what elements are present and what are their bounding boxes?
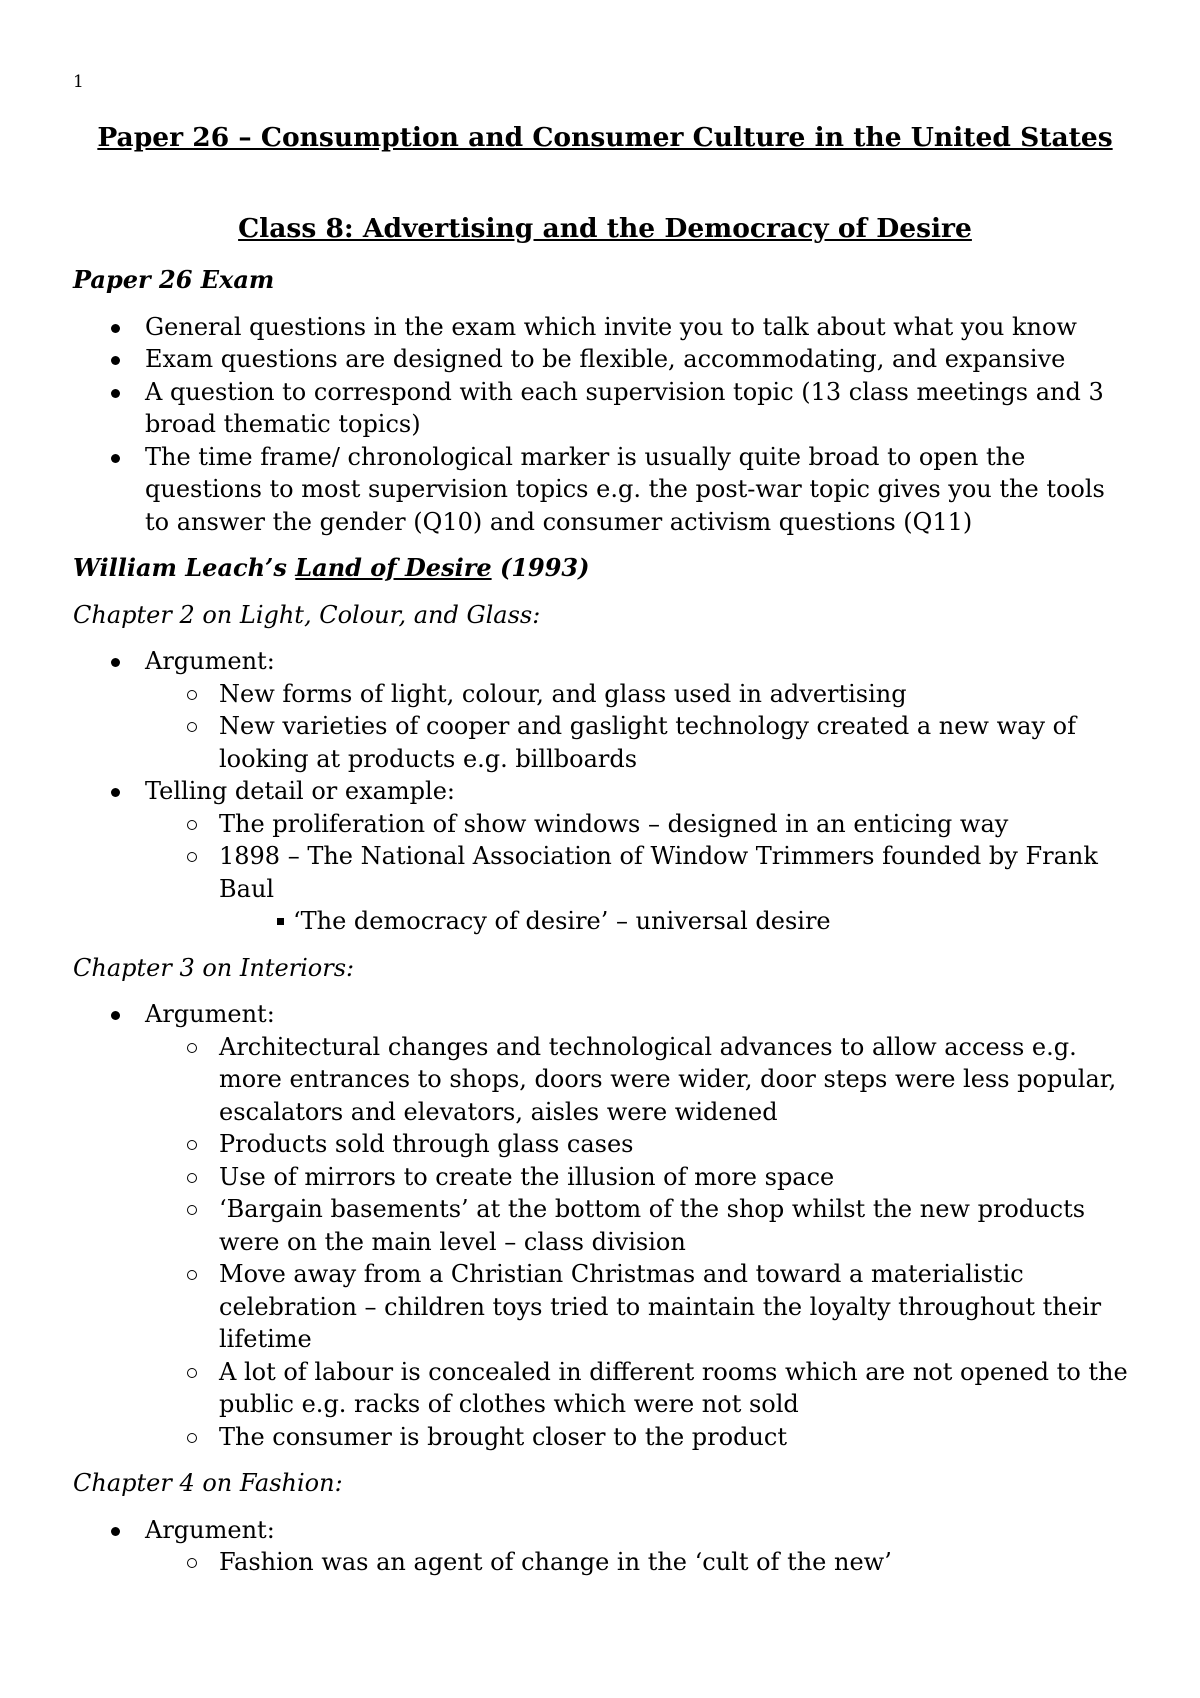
bullet-icon [111,658,120,667]
list-item: Move away from a Christian Christmas and toward a materialistic celebration – children toys tried to maintain the loyalty throughout their lifetime [73,1258,1133,1356]
list-item: New varieties of cooper and gaslight technology created a new way of looking at products e.g. billboards [73,710,1133,775]
list-item: 1898 – The National Association of Window Trimmers founded by Frank Baul [73,840,1133,905]
circle-bullet-icon [187,722,197,732]
circle-bullet-icon [187,1140,197,1150]
list-item: ‘Bargain basements’ at the bottom of the shop whilst the new products were on the main level – class division [73,1193,1133,1258]
document-title: Paper 26 – Consumption and Consumer Culture in the United States [97,122,1113,153]
bullet-icon [111,1527,120,1536]
chapter3-list [73,998,1133,1453]
circle-bullet-icon [187,852,197,862]
document-subtitle: Class 8: Advertising and the Democracy of Desire [238,213,972,244]
list-item: The consumer is brought closer to the product [73,1421,1133,1454]
circle-bullet-icon [187,1433,197,1443]
bullet-icon [111,389,120,398]
list-item: Argument: [73,998,1133,1031]
list-item: Argument: [73,645,1133,678]
list-item: Architectural changes and technological advances to allow access e.g. more entrances to shops, doors were wider, door steps were less popular, escalators and elevators, aisles were widened [73,1031,1133,1129]
circle-bullet-icon [187,1043,197,1053]
circle-bullet-icon [187,690,197,700]
list-item: ‘The democracy of desire’ – universal desire [73,905,1133,938]
circle-bullet-icon [187,820,197,830]
bullet-icon [111,1011,120,1020]
circle-bullet-icon [187,1558,197,1568]
list-item: Products sold through glass cases [73,1128,1133,1161]
list-item: Use of mirrors to create the illusion of more space [73,1161,1133,1194]
exam-heading: Paper 26 Exam [73,265,275,294]
chapter2-heading: Chapter 2 on Light, Colour, and Glass: [73,600,541,629]
list-item: A question to correspond with each supervision topic (13 class meetings and 3 broad thematic topics) [73,376,1133,441]
chapter2-list [73,645,1133,938]
list-item: The proliferation of show windows – designed in an enticing way [73,808,1133,841]
chapter4-heading: Chapter 4 on Fashion: [73,1469,343,1497]
book-title: Land of Desire [295,553,492,582]
document-body [73,264,1133,1579]
list-item: The time frame/ chronological marker is usually quite broad to open the questions to most supervision topics e.g. the post-war topic gives you the tools to answer the gender (Q10) and consumer activism questions (Q11) [73,441,1133,539]
circle-bullet-icon [187,1173,197,1183]
list-item: New forms of light, colour, and glass used in advertising [73,678,1133,711]
square-bullet-icon [277,918,284,925]
list-item: Fashion was an agent of change in the ‘cult of the new’ [73,1546,1133,1579]
bullet-icon [111,788,120,797]
exam-bullet-list [73,311,1133,539]
bullet-icon [111,324,120,333]
bullet-icon [111,356,120,365]
bullet-icon [111,454,120,463]
list-item: Telling detail or example: [73,775,1133,808]
list-item: General questions in the exam which invite you to talk about what you know [73,311,1133,344]
page-number: 1 [73,72,84,92]
circle-bullet-icon [187,1368,197,1378]
chapter4-list [73,1514,1133,1579]
circle-bullet-icon [187,1205,197,1215]
list-item: Exam questions are designed to be flexible, accommodating, and expansive [73,343,1133,376]
book-heading: William Leach’s Land of Desire (1993) [73,553,590,582]
chapter3-heading: Chapter 3 on Interiors: [73,953,355,982]
circle-bullet-icon [187,1270,197,1280]
list-item: A lot of labour is concealed in different rooms which are not opened to the public e.g. racks of clothes which were not sold [73,1356,1133,1421]
list-item: Argument: [73,1514,1133,1547]
